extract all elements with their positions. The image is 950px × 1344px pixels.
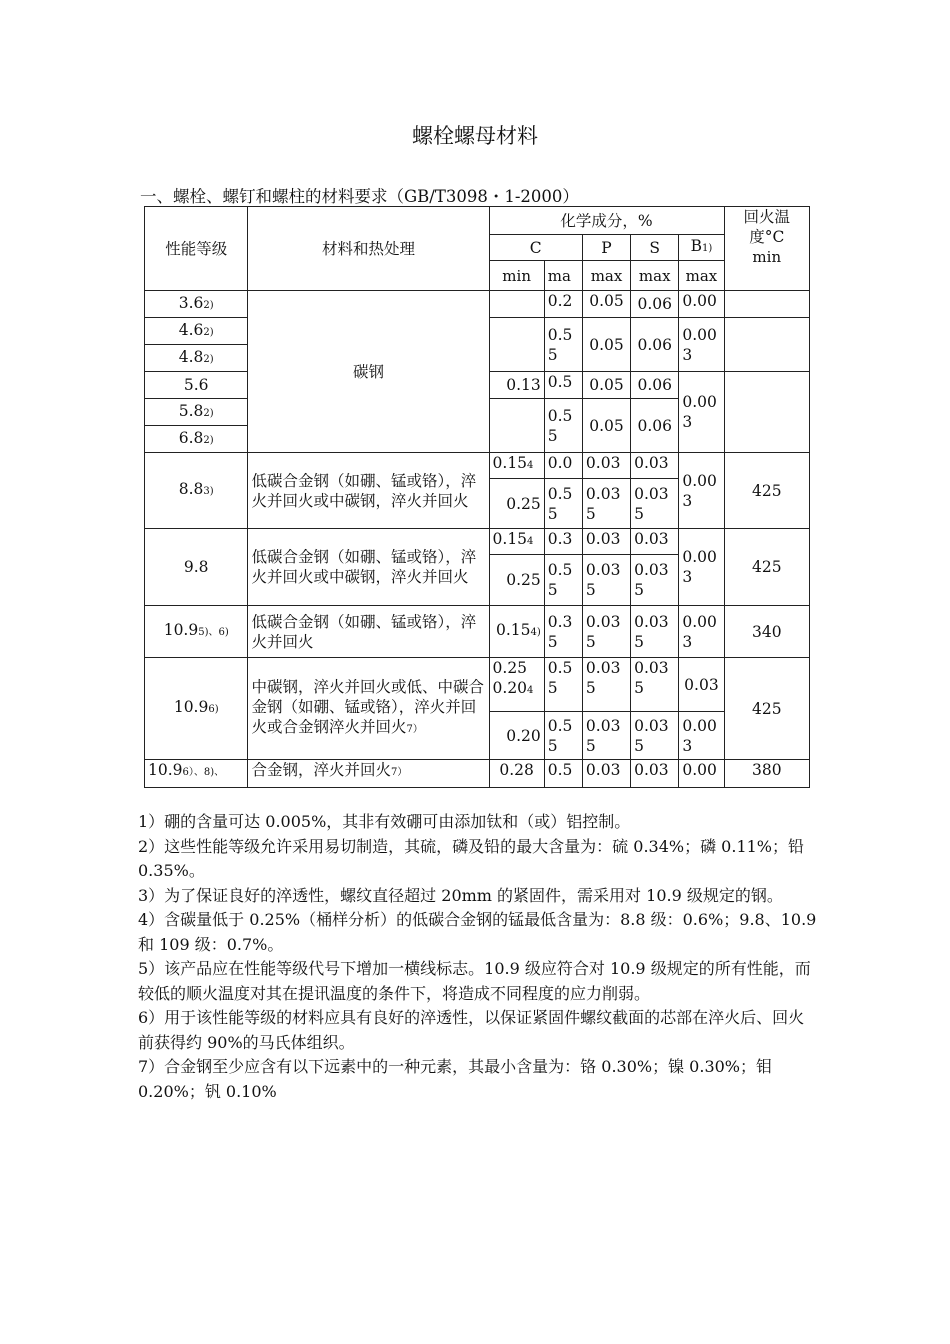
grade-cell: 10.95)、6) [145, 606, 248, 658]
grade-cell: 9.8 [145, 529, 248, 606]
grade-cell: 5.6 [145, 372, 248, 399]
value-cell: 0.5 [544, 760, 582, 788]
value-cell: 0.3 5 [544, 606, 582, 658]
value-cell: 0.00 3 [679, 712, 724, 760]
value-cell: 0.03 5 [582, 712, 630, 760]
value-cell: 0.06 [631, 399, 679, 453]
value-cell: 380 [724, 760, 809, 788]
value-cell: 0.00 3 [679, 453, 724, 529]
value-cell: 0.03 5 [631, 479, 679, 529]
footnote: 3）为了保证良好的淬透性，螺纹直径超过 20mm 的紧固件，需采用对 10.9 级规定的钢。 [138, 885, 783, 905]
value-cell: 0.00 3 [679, 529, 724, 606]
value-cell: 0.03 [631, 760, 679, 788]
value-cell: 0.25 [489, 479, 544, 529]
header-chemistry: 化学成分，% [489, 207, 724, 235]
grade-cell: 6.82) [145, 426, 248, 453]
value-cell: 0.00 [679, 760, 724, 788]
value-cell: 0.03 5 [631, 555, 679, 606]
value-cell: 0.05 [582, 399, 630, 453]
material-carbon-steel: 碳钢 [248, 291, 489, 453]
value-cell: 425 [724, 529, 809, 606]
value-cell: 0.5 5 [544, 658, 582, 712]
grade-cell: 4.62) [145, 318, 248, 345]
value-cell: 0.3 [544, 529, 582, 555]
value-cell: 0.05 [582, 372, 630, 399]
grade-cell: 8.83) [145, 453, 248, 529]
value-cell [724, 318, 809, 372]
value-cell: 0.03 5 [631, 658, 679, 712]
value-cell: 0.03 5 [631, 606, 679, 658]
material-cell: 低碳合金钢（如硼、锰或铬），淬火并回火或中碳钢，淬火并回火 [248, 453, 489, 529]
material-cell: 低碳合金钢（如硼、锰或铬），淬火并回火或中碳钢，淬火并回火 [248, 529, 489, 606]
value-cell: 0.25 [489, 555, 544, 606]
footnote: 7）合金钢至少应含有以下远素中的一种元素，其最小含量为：铬 0.30%；镍 0.30%；钼 0.20%；钒 0.10% [138, 1057, 773, 1101]
value-cell: 0.03 [631, 529, 679, 555]
value-cell: 0.00 3 [679, 372, 724, 453]
value-cell: 0.00 [679, 291, 724, 318]
grade-cell: 4.82) [145, 345, 248, 372]
footnote: 6）用于该性能等级的材料应具有良好的淬透性，以保证紧固件螺纹截面的芯部在淬火后、回火前获得约 90%的马氏体组织。 [138, 1008, 805, 1052]
material-cell: 低碳合金钢（如硼、锰或铬），淬火并回火 [248, 606, 489, 658]
value-cell: 0.06 [631, 372, 679, 399]
value-cell: 0.03 [582, 760, 630, 788]
value-cell: 340 [724, 606, 809, 658]
value-cell: 0.154 [489, 453, 544, 479]
value-cell [724, 291, 809, 318]
value-cell: 0.5 5 [544, 399, 582, 453]
header-c-min: min [489, 261, 544, 291]
value-cell: 0.03 [631, 453, 679, 479]
value-cell: 0.05 [582, 318, 630, 372]
value-cell: 0.03 [582, 529, 630, 555]
value-cell: 0.03 5 [582, 658, 630, 712]
value-cell: 0.06 [631, 318, 679, 372]
value-cell: 0.05 [582, 291, 630, 318]
footnote: 2）这些性能等级允许采用易切制造，其硫，磷及铅的最大含量为：硫 0.34%；磷 0.11%；铅 0.35%。 [138, 836, 805, 880]
grade-cell: 10.96）、8)、 [145, 760, 248, 788]
value-cell: 0.13 [489, 372, 544, 399]
page-title: 螺栓螺母材料 [412, 124, 538, 148]
header-temper [724, 207, 809, 291]
grade-cell: 10.96) [145, 658, 248, 760]
value-cell: 0.03 [582, 453, 630, 479]
footnotes [138, 810, 818, 1104]
footnote: 4）含碳量低于 0.25%（桶样分析）的低碳合金钢的锰最低含量为：8.8 级：0.6%；9.8、10.9 和 109 级：0.7%。 [138, 910, 817, 954]
footnote: 5）该产品应在性能等级代号下增加一横线标志。10.9 级应符合对 10.9 级规定的所有性能，而较低的顺火温度对其在提讯温度的条件下，将造成不同程度的应力削弱。 [138, 959, 811, 1003]
footnote: 1）硼的含量可达 0.005%，其非有效硼可由添加钛和（或）铝控制。 [138, 812, 631, 831]
material-requirements-table [144, 206, 810, 788]
value-cell [489, 318, 544, 372]
value-cell: 0.25 0.204 [489, 658, 544, 712]
value-cell: 425 [724, 453, 809, 529]
value-cell: 0.03 5 [582, 555, 630, 606]
value-cell: 0.5 5 [544, 479, 582, 529]
value-cell [489, 291, 544, 318]
value-cell: 0.03 5 [631, 712, 679, 760]
value-cell: 425 [724, 658, 809, 760]
header-b: B1) [679, 235, 724, 261]
header-temper-line2: 度°C [749, 228, 785, 246]
material-cell: 合金钢，淬火并回火7） [248, 760, 489, 788]
grade-cell: 5.82) [145, 399, 248, 426]
value-cell: 0.154) [489, 606, 544, 658]
header-temper-line1: 回火温 [743, 208, 791, 226]
value-cell: 0.5 5 [544, 712, 582, 760]
header-s-max: max [631, 261, 679, 291]
value-cell: 0.00 3 [679, 318, 724, 372]
value-cell: 0.28 [489, 760, 544, 788]
value-cell: 0.20 [489, 712, 544, 760]
value-cell: 0.154 [489, 529, 544, 555]
header-s: S [631, 235, 679, 261]
material-cell: 中碳钢，淬火并回火或低、中碳合金钢（如硼、锰或铬），淬火并回火或合金钢淬火并回火7） [248, 658, 489, 760]
value-cell: 0.5 5 [544, 555, 582, 606]
header-p-max: max [582, 261, 630, 291]
value-cell: 0.5 5 [544, 318, 582, 372]
value-cell: 0.00 3 [679, 606, 724, 658]
value-cell [489, 399, 544, 453]
value-cell: 0.03 5 [582, 479, 630, 529]
header-b-max: max [679, 261, 724, 291]
section-heading: 一、螺栓、螺钉和螺柱的材料要求（GB/T3098・1-2000） [140, 187, 579, 206]
value-cell [724, 372, 809, 453]
header-grade: 性能等级 [145, 207, 248, 291]
header-c-max: ma [544, 261, 582, 291]
value-cell: 0.0 [544, 453, 582, 479]
header-p: P [582, 235, 630, 261]
value-cell: 0.5 [544, 372, 582, 399]
value-cell: 0.2 [544, 291, 582, 318]
header-material: 材料和热处理 [248, 207, 489, 291]
header-temper-line3: min [752, 248, 782, 266]
value-cell: 0.03 5 [582, 606, 630, 658]
value-cell: 0.03 [679, 658, 724, 712]
header-c: C [489, 235, 582, 261]
value-cell: 0.06 [631, 291, 679, 318]
grade-cell: 3.62) [145, 291, 248, 318]
